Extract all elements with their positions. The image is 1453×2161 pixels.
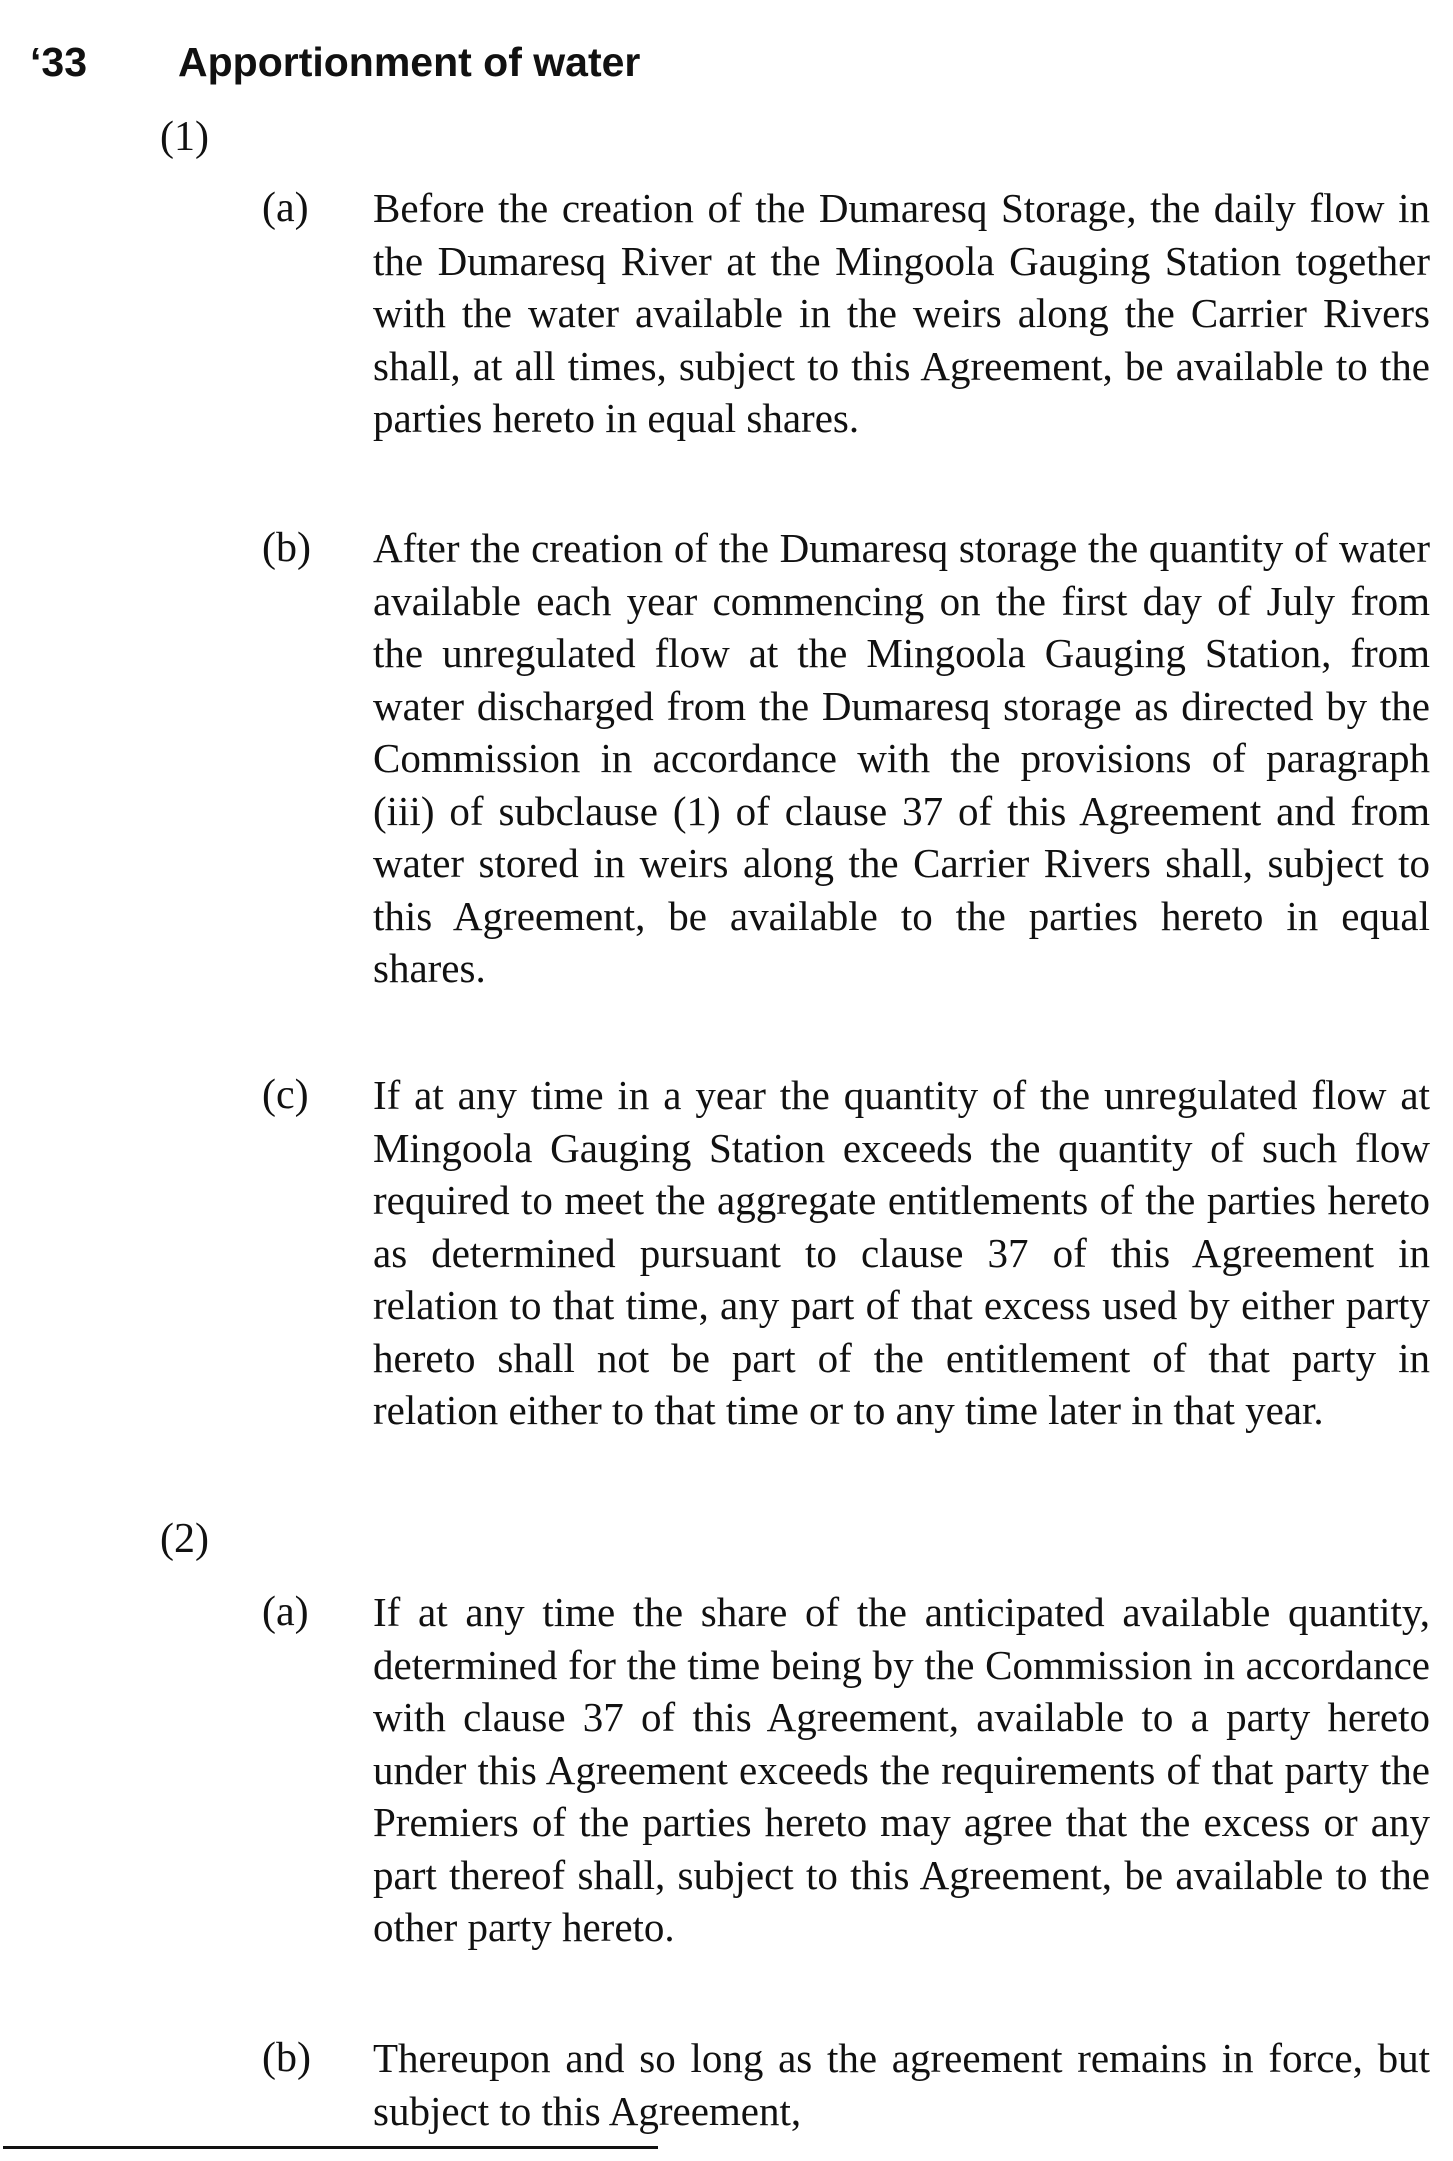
paragraph-label: (c) [262, 1072, 309, 1118]
subclause-number: (1) [160, 114, 209, 160]
paragraph-text: After the creation of the Dumaresq storage the quantity of water available each year commencing on the first day of July from the unregulated flow at the Mingoola Gauging Station, from water discharged from the Dumaresq storage as directed by the Commission in accordance with the provisions of paragraph (iii) of subclause (1) of clause 37 of this Agreement and from water stored in weirs along the Carrier Rivers shall, subject to this Agreement, be available to the parties hereto in equal shares. [373, 525, 1430, 991]
paragraph-text: If at any time in a year the quantity of the unregulated flow at Mingoola Gauging Station exceeds the quantity of such flow required to meet the aggregate entitlements of the parties hereto as determined pursuant to clause 37 of this Agreement in relation to that time, any part of that excess used by either party hereto shall not be part of the entitlement of that party in relation either to that time or to any time later in that year. [373, 1072, 1430, 1433]
paragraph-label: (b) [262, 2035, 311, 2081]
paragraph-label: (b) [262, 525, 311, 571]
paragraph-label: (a) [262, 1589, 309, 1635]
footnote-divider [3, 2146, 658, 2149]
paragraph-text: Before the creation of the Dumaresq Storage, the daily flow in the Dumaresq River at the Mingoola Gauging Station together with the water available in the weirs along the Carrier Rivers shall, at all times, subject to this Agreement, be available to the parties hereto in equal shares. [373, 185, 1430, 441]
paragraph-text: If at any time the share of the anticipated available quantity, determined for the time being by the Commission in accordance with clause 37 of this Agreement, available to a party hereto under this Agreement exceeds the requirements of that party the Premiers of the parties hereto may agree that the excess or any part thereof shall, subject to this Agreement, be available to the other party hereto. [373, 1589, 1430, 1950]
section-number: ‘33 [30, 39, 87, 85]
section-title: Apportionment of water [178, 39, 641, 85]
paragraph-label: (a) [262, 185, 309, 231]
paragraph-text: Thereupon and so long as the agreement remains in force, but subject to this Agreement, [373, 2035, 1430, 2134]
subclause-number: (2) [160, 1516, 209, 1562]
